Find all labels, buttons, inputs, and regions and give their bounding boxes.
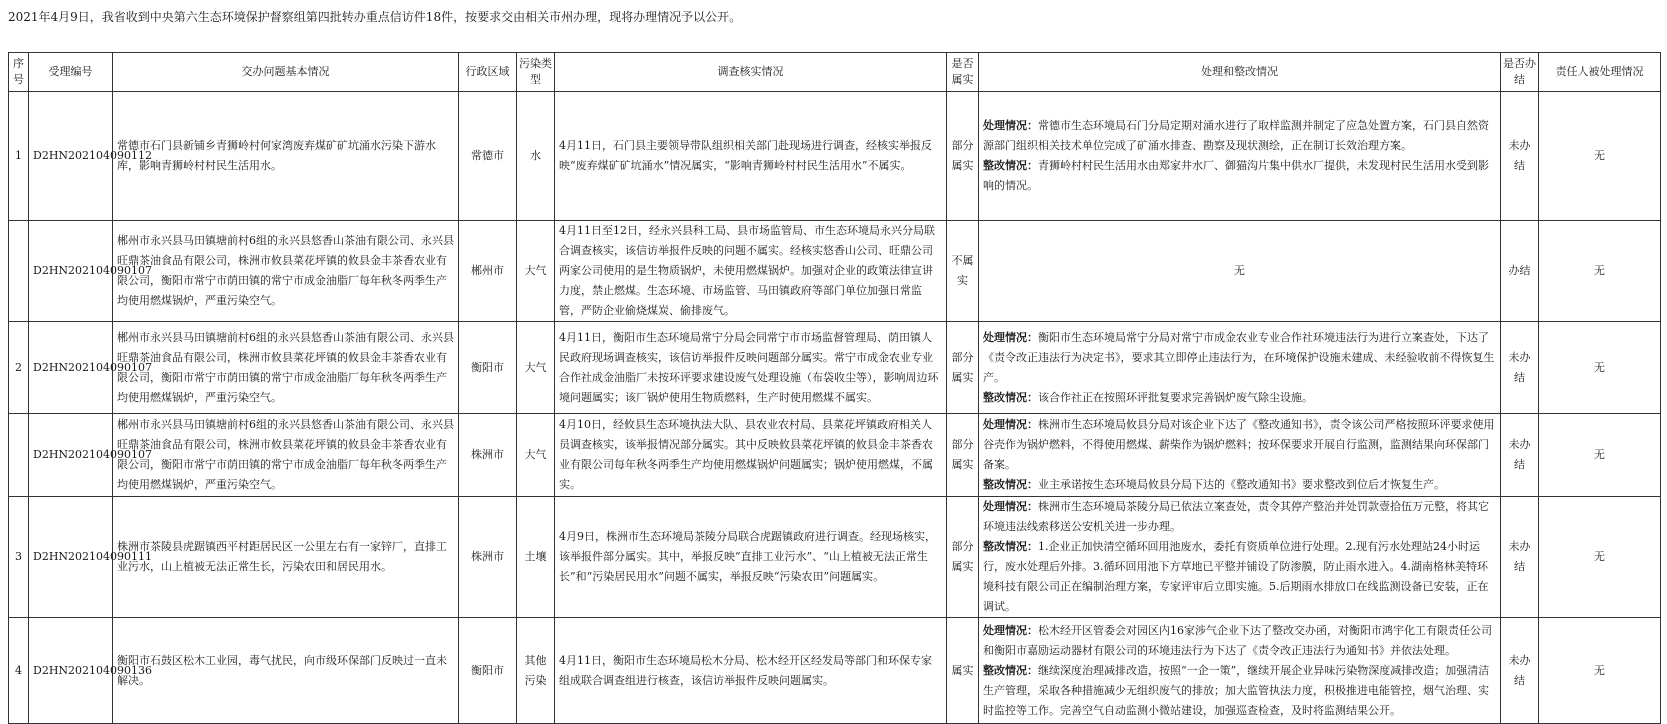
cell-closed: 办结 xyxy=(1501,221,1539,322)
cell-code: D2HN202104090107 xyxy=(29,221,113,322)
handling-label: 处理情况： xyxy=(983,119,1038,132)
cell-area: 株洲市 xyxy=(459,497,517,618)
cell-verified: 部分属实 xyxy=(947,92,979,221)
handling-text: 株洲市生态环境局茶陵分局已依法立案查处，责令其停产整治并处罚款壹拾伍万元整，将其它环境违法线索移送公安机关进一步办理。 xyxy=(983,500,1489,533)
cell-seq xyxy=(9,221,29,322)
cell-area: 郴州市 xyxy=(459,221,517,322)
cell-code: D2HN202104090107 xyxy=(29,414,113,497)
handling-label: 处理情况： xyxy=(983,330,1038,344)
cell-problem: 株洲市茶陵县虎踞镇西平村距居民区一公里左右有一家锌厂，直排工业污水，山上植被无法正常生长，污染农田和居民用水。 xyxy=(113,497,459,618)
rectify-label: 整改情况： xyxy=(983,390,1038,404)
rectify-label: 整改情况： xyxy=(983,663,1038,677)
header-code: 受理编号 xyxy=(29,53,113,92)
handling-label: 处理情况： xyxy=(983,418,1038,431)
handling-text: 衡阳市生态环境局常宁分局对常宁市成金农业专业合作社环境违法行为进行立案查处，下达了《责令改正违法行为决定书》，要求其立即停止违法行为，在环境保护设施未建成、未经验收前不得恢复生产。 xyxy=(983,330,1495,384)
cell-accountability: 无 xyxy=(1539,414,1661,497)
cell-closed: 未办结 xyxy=(1501,497,1539,618)
cell-handling xyxy=(979,618,1501,724)
cell-seq: 4 xyxy=(9,618,29,724)
cell-seq: 2 xyxy=(9,322,29,414)
rectify-text: 业主承诺按生态环境局攸县分局下达的《整改通知书》要求整改到位后才恢复生产。 xyxy=(1038,478,1445,491)
rectify-label: 整改情况： xyxy=(983,159,1038,172)
cell-closed: 未办结 xyxy=(1501,92,1539,221)
cell-verified: 属实 xyxy=(947,618,979,724)
cell-seq xyxy=(9,414,29,497)
cell-investigation: 4月10日，经攸县生态环境执法大队、县农业农村局、县菜花坪镇政府相关人员调查核实，该举报情况部分属实。其中反映攸县菜花坪镇的攸县金丰茶香农业有限公司每年秋冬两季生产均使用燃煤锅炉问题属实；锅炉使用燃煤，不属实。 xyxy=(555,414,947,497)
header-handling: 处理和整改情况 xyxy=(979,53,1501,92)
cell-pollution-type: 大气 xyxy=(517,322,555,414)
header-area: 行政区域 xyxy=(459,53,517,92)
table-header-row xyxy=(9,53,1661,92)
table-row xyxy=(9,92,1661,221)
table-row xyxy=(9,221,1661,322)
handling-text: 松木经开区管委会对园区内16家涉气企业下达了整改交办函，对衡阳市鸿宇化工有限责任公司和衡阳市嘉励运动器材有限公司的环境违法行为下达了《责令改正违法行为通知书》并依法处理。 xyxy=(983,623,1492,657)
cell-verified: 不属实 xyxy=(947,221,979,322)
cell-code: D2HN202104090112 xyxy=(29,92,113,221)
cell-investigation: 4月11日，石门县主要领导带队组织相关部门赴现场进行调查，经核实举报反映“废弃煤矿矿坑涌水”情况属实，“影响青狮岭村村民生活用水”不属实。 xyxy=(555,92,947,221)
header-problem: 交办问题基本情况 xyxy=(113,53,459,92)
cell-seq: 1 xyxy=(9,92,29,221)
cell-area: 株洲市 xyxy=(459,414,517,497)
cell-problem: 郴州市永兴县马田镇塘前村6组的永兴县悠香山茶油有限公司、永兴县旺鼎茶油食品有限公司，株洲市攸县菜花坪镇的攸县金丰茶香农业有限公司，衡阳市常宁市荫田镇的常宁市成金油脂厂每年秋冬两季生产均使用燃煤锅炉，严重污染空气。 xyxy=(113,322,459,414)
cell-code: D2HN202104090107 xyxy=(29,322,113,414)
cell-accountability: 无 xyxy=(1539,221,1661,322)
cell-accountability: 无 xyxy=(1539,497,1661,618)
cell-closed: 未办结 xyxy=(1501,322,1539,414)
cell-area: 衡阳市 xyxy=(459,618,517,724)
cell-pollution-type: 土壤 xyxy=(517,497,555,618)
cell-handling xyxy=(979,92,1501,221)
cell-pollution-type: 水 xyxy=(517,92,555,221)
cell-accountability: 无 xyxy=(1539,322,1661,414)
rectify-text: 1.企业正加快清空循环回用池废水，委托有资质单位进行处理。2.现有污水处理站24小时运行，废水处理后外排。3.循环回用池下方草地已平整并铺设了防渗膜，防止雨水进入。4.湖南格林美特环境科技有限公司正在编制治理方案，专家评审后立即实施。5.后期雨水排放口在线监测设备已安装，正在调试。 xyxy=(983,540,1489,613)
cell-investigation: 4月11日，衡阳市生态环境局常宁分局会同常宁市市场监督管理局、荫田镇人民政府现场调查核实，该信访举报件反映问题部分属实。常宁市成金农业专业合作社成金油脂厂未按环评要求建设废气处理设施（布袋收尘等），影响周边环境问题属实；该厂锅炉使用生物质燃料，生产时使用燃煤不属实。 xyxy=(555,322,947,414)
header-accountability: 责任人被处理情况 xyxy=(1539,53,1661,92)
cell-handling xyxy=(979,322,1501,414)
cell-pollution-type: 大气 xyxy=(517,221,555,322)
handling-label: 处理情况： xyxy=(983,500,1038,513)
cell-area: 衡阳市 xyxy=(459,322,517,414)
handling-label: 处理情况： xyxy=(983,623,1038,637)
cell-verified: 部分属实 xyxy=(947,322,979,414)
cell-problem: 衡阳市石鼓区松木工业园，毒气扰民，向市级环保部门反映过一直未解决。 xyxy=(113,618,459,724)
cell-pollution-type: 大气 xyxy=(517,414,555,497)
intro-text: 2021年4月9日，我省收到中央第六生态环境保护督察组第四批转办重点信访件18件，按要求交由相关市州办理，现将办理情况予以公开。 xyxy=(8,10,742,24)
table-row xyxy=(9,322,1661,414)
cell-closed: 未办结 xyxy=(1501,618,1539,724)
cell-investigation: 4月11日，衡阳市生态环境局松木分局、松木经开区经发局等部门和环保专家组成联合调查组进行核查，该信访举报件反映问题属实。 xyxy=(555,618,947,724)
header-verified: 是否属实 xyxy=(947,53,979,92)
cell-code: D2HN202104090111 xyxy=(29,497,113,618)
rectify-text: 该合作社正在按照环评批复要求完善锅炉废气除尘设施。 xyxy=(1038,390,1313,404)
handling-text: 常德市生态环境局石门分局定期对涌水进行了取样监测并制定了应急处置方案，石门县自然资源部门组织相关技术单位完成了矿涌水排查、勘察及现状测绘，正在制订长效治理方案。 xyxy=(983,119,1489,152)
header-closed: 是否办结 xyxy=(1501,53,1539,92)
cell-handling xyxy=(979,414,1501,497)
rectify-text: 青狮岭村村民生活用水由郑家井水厂、御猫沟片集中供水厂提供，未发现村民生活用水受到影响的情况。 xyxy=(983,159,1489,192)
rectify-text: 继续深度治理减排改造，按照“一企一策”，继续开展企业异味污染物深度减排改造；加强清洁生产管理，采取各种措施减少无组织废气的排放；加大监管执法力度，积极推进电能管控，烟气治理、实时监控等工作。完善空气自动监测小微站建设，加强巡查检查，及时将监测结果公开。 xyxy=(983,663,1490,717)
cell-code: D2HN202104090136 xyxy=(29,618,113,724)
petition-table xyxy=(8,52,1661,724)
cell-investigation: 4月11日至12日，经永兴县科工局、县市场监管局、市生态环境局永兴分局联合调查核实，该信访举报件反映的问题不属实。经核实悠香山公司、旺鼎公司两家公司使用的是生物质锅炉，未使用燃煤锅炉。加强对企业的政策法律宣讲力度，禁止燃煤。生态环境、市场监管、马田镇政府等部门单位加强日常监管，严防企业偷烧煤炭、偷排废气。 xyxy=(555,221,947,322)
cell-area: 常德市 xyxy=(459,92,517,221)
cell-seq: 3 xyxy=(9,497,29,618)
header-seq: 序号 xyxy=(9,53,29,92)
cell-handling: 无 xyxy=(979,221,1501,322)
cell-investigation: 4月9日，株洲市生态环境局茶陵分局联合虎踞镇政府进行调查。经现场核实，该举报件部分属实。其中，举报反映“直排工业污水”、“山上植被无法正常生长”和“污染居民用水”问题不属实，举报反映“污染农田”问题属实。 xyxy=(555,497,947,618)
handling-text: 株洲市生态环境局攸县分局对该企业下达了《整改通知书》，责令该公司严格按照环评要求使用谷壳作为锅炉燃料，不得使用燃煤、薪柴作为锅炉燃料；按环保要求开展自行监测，监测结果向环保部门备案。 xyxy=(983,418,1495,471)
rectify-label: 整改情况： xyxy=(983,478,1038,491)
rectify-label: 整改情况： xyxy=(983,540,1038,553)
cell-verified: 部分属实 xyxy=(947,497,979,618)
table-row xyxy=(9,414,1661,497)
cell-problem: 郴州市永兴县马田镇塘前村6组的永兴县悠香山茶油有限公司、永兴县旺鼎茶油食品有限公司，株洲市攸县菜花坪镇的攸县金丰茶香农业有限公司，衡阳市常宁市荫田镇的常宁市成金油脂厂每年秋冬两季生产均使用燃煤锅炉，严重污染空气。 xyxy=(113,414,459,497)
cell-accountability: 无 xyxy=(1539,618,1661,724)
cell-problem: 郴州市永兴县马田镇塘前村6组的永兴县悠香山茶油有限公司、永兴县旺鼎茶油食品有限公司，株洲市攸县菜花坪镇的攸县金丰茶香农业有限公司，衡阳市常宁市荫田镇的常宁市成金油脂厂每年秋冬两季生产均使用燃煤锅炉，严重污染空气。 xyxy=(113,221,459,322)
header-investigation: 调查核实情况 xyxy=(555,53,947,92)
cell-accountability: 无 xyxy=(1539,92,1661,221)
cell-problem: 常德市石门县新铺乡青狮岭村何家湾废弃煤矿矿坑涌水污染下游水库，影响青狮岭村村民生活用水。 xyxy=(113,92,459,221)
header-pollution-type: 污染类型 xyxy=(517,53,555,92)
table-row xyxy=(9,497,1661,618)
cell-closed: 未办结 xyxy=(1501,414,1539,497)
table-row xyxy=(9,618,1661,724)
cell-verified: 部分属实 xyxy=(947,414,979,497)
cell-pollution-type: 其他污染 xyxy=(517,618,555,724)
cell-handling xyxy=(979,497,1501,618)
